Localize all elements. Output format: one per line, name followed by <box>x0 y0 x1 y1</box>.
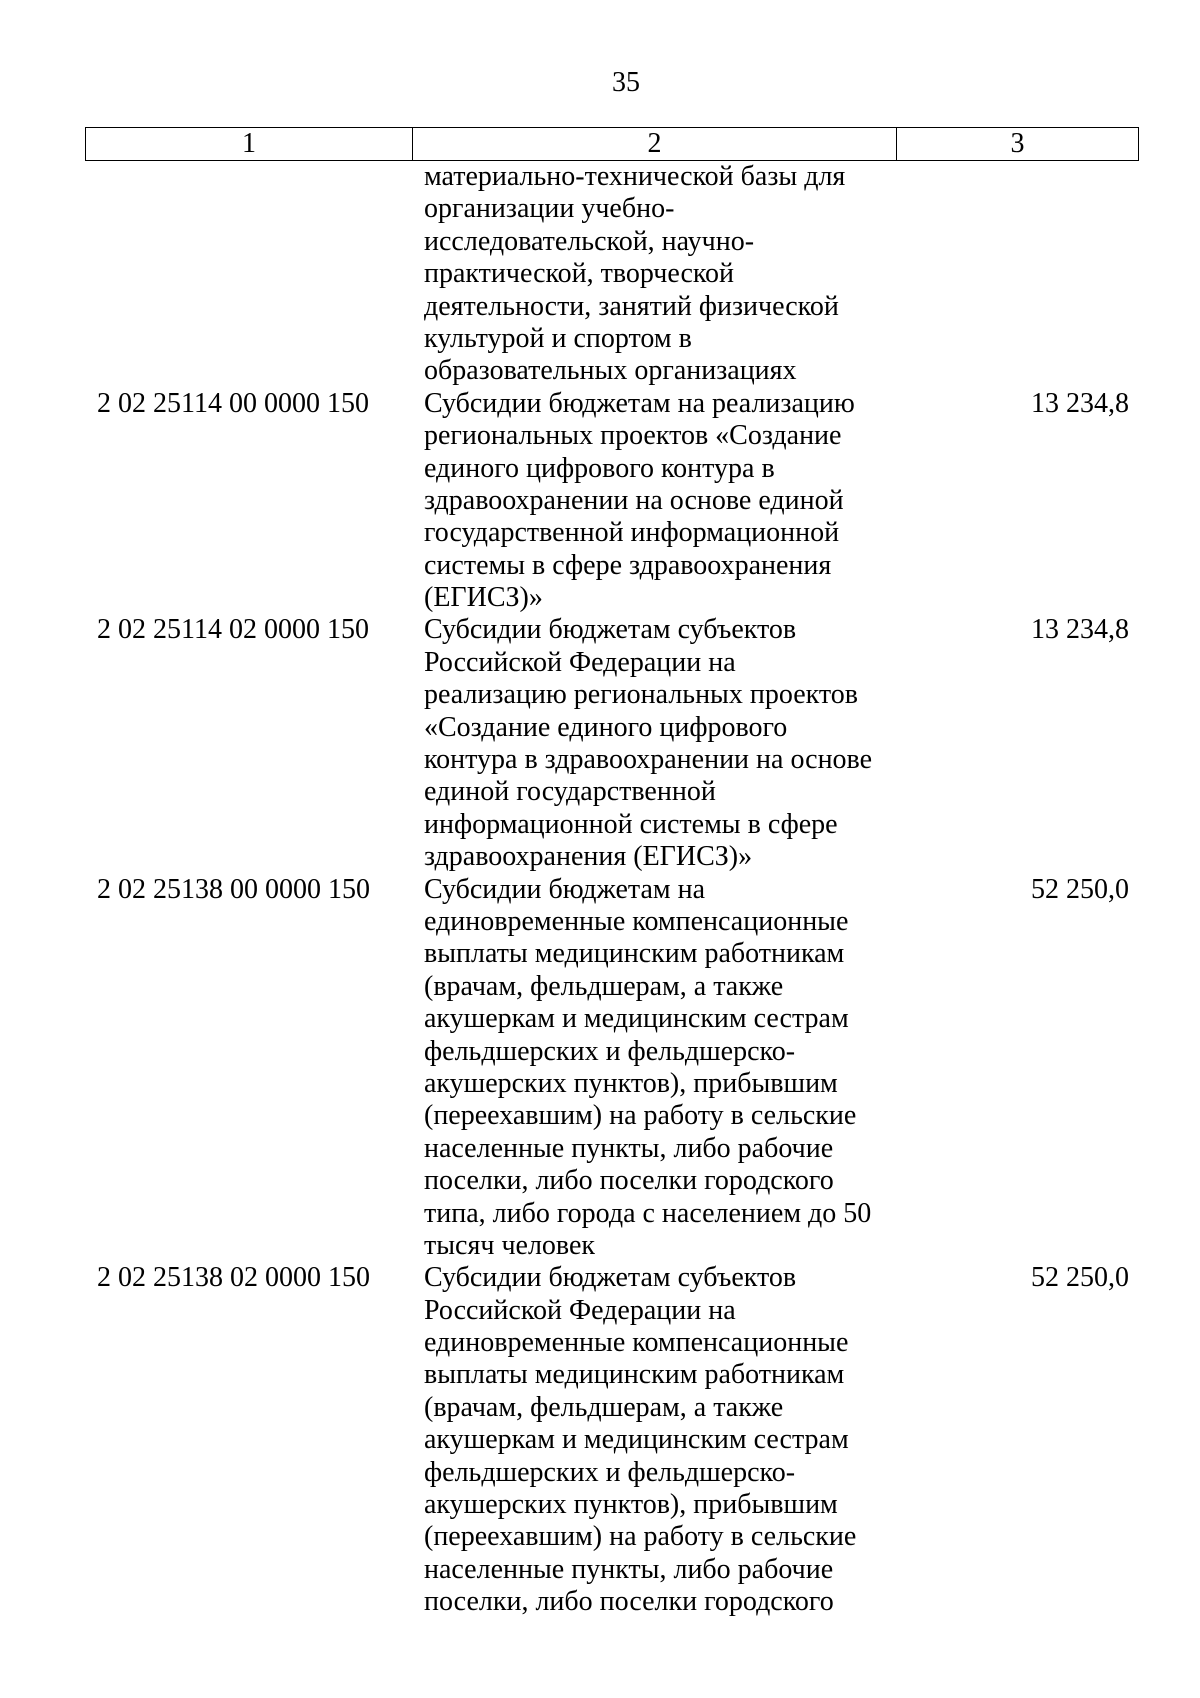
table-row <box>85 874 1139 1263</box>
description-line: «Создание единого цифрового <box>424 711 788 743</box>
description-line: акушеркам и медицинским сестрам <box>424 1424 849 1456</box>
description-line: культурой и спортом в <box>424 322 692 354</box>
description-line: информационной системы в сфере <box>424 808 838 840</box>
budget-code: 2 02 25114 02 0000 150 <box>97 614 369 646</box>
amount-cell <box>897 1262 1139 1618</box>
description-line: выплаты медицинским работникам <box>424 1359 845 1391</box>
column-header-3: 3 <box>1010 128 1025 159</box>
code-cell <box>85 874 413 1263</box>
table-row <box>85 161 1139 388</box>
description-line: практической, творческой <box>424 258 735 290</box>
amount-cell <box>897 614 1139 873</box>
description-line: единой государственной <box>424 776 716 808</box>
amount: 52 250,0 <box>1031 1262 1129 1294</box>
description-line: (врачам, фельдшерам, а также <box>424 970 784 1002</box>
description-line: Субсидии бюджетам субъектов <box>424 1262 797 1294</box>
description-line: Субсидии бюджетам субъектов <box>424 614 797 646</box>
description-line: населенные пункты, либо рабочие <box>424 1553 834 1585</box>
description-line: поселки, либо поселки городского <box>424 1586 834 1618</box>
description-line: реализацию региональных проектов <box>424 679 858 711</box>
amount-cell <box>897 161 1139 388</box>
description-cell <box>413 388 897 615</box>
description-line: организации учебно- <box>424 193 675 225</box>
description-line: единовременные компенсационные <box>424 1327 849 1359</box>
code-cell <box>85 1262 413 1618</box>
description-cell <box>413 1262 897 1618</box>
table-body <box>85 161 1139 1619</box>
description-cell <box>413 614 897 873</box>
description-line: (ЕГИСЗ)» <box>424 582 543 614</box>
description-line: региональных проектов «Создание <box>424 420 842 452</box>
budget-table <box>85 127 1139 1619</box>
amount-cell <box>897 874 1139 1263</box>
code-cell <box>85 388 413 615</box>
description-line: здравоохранения (ЕГИСЗ)» <box>424 841 753 873</box>
amount-cell <box>897 388 1139 615</box>
description-line: системы в сфере здравоохранения <box>424 549 832 581</box>
description-line: поселки, либо поселки городского <box>424 1165 834 1197</box>
description-line: исследовательской, научно- <box>424 225 755 257</box>
description-line: государственной информационной <box>424 517 840 549</box>
column-header-1: 1 <box>86 128 413 160</box>
table-row <box>85 388 1139 615</box>
description-line: акушерских пунктов), прибывшим <box>424 1489 838 1521</box>
description-line: (переехавшим) на работу в сельские <box>424 1521 857 1553</box>
page-number: 35 <box>612 67 640 98</box>
code-cell <box>85 614 413 873</box>
description-line: фельдшерских и фельдшерско- <box>424 1456 796 1488</box>
budget-code: 2 02 25138 00 0000 150 <box>97 873 370 905</box>
column-header-2: 2 <box>413 128 897 160</box>
table-row <box>85 614 1139 873</box>
code-cell <box>85 161 413 388</box>
amount: 13 234,8 <box>1031 614 1129 646</box>
amount: 52 250,0 <box>1031 873 1129 905</box>
description-line: населенные пункты, либо рабочие <box>424 1132 834 1164</box>
description-line: контура в здравоохранении на основе <box>424 744 873 776</box>
description-line: деятельности, занятий физической <box>424 290 839 322</box>
description-line: здравоохранении на основе единой <box>424 484 844 516</box>
description-line: Российской Федерации на <box>424 1294 736 1326</box>
table-row <box>85 1262 1139 1618</box>
amount: 13 234,8 <box>1031 387 1129 419</box>
description-line: образовательных организациях <box>424 355 797 387</box>
description-line: типа, либо города с населением до 50 <box>424 1197 872 1229</box>
description-line: акушеркам и медицинским сестрам <box>424 1003 849 1035</box>
description-cell <box>413 161 897 388</box>
description-line: Российской Федерации на <box>424 646 736 678</box>
description-line: (переехавшим) на работу в сельские <box>424 1100 857 1132</box>
table-header-row <box>85 127 1139 161</box>
description-line: фельдшерских и фельдшерско- <box>424 1035 796 1067</box>
description-line: выплаты медицинским работникам <box>424 938 845 970</box>
budget-code: 2 02 25138 02 0000 150 <box>97 1262 370 1294</box>
description-line: тысяч человек <box>424 1229 596 1261</box>
description-line: Субсидии бюджетам на <box>424 873 706 905</box>
description-line: материально-технической базы для <box>424 161 846 192</box>
description-line: единого цифрового контура в <box>424 452 775 484</box>
description-line: акушерских пунктов), прибывшим <box>424 1067 838 1099</box>
description-line: единовременные компенсационные <box>424 905 849 937</box>
description-line: Субсидии бюджетам на реализацию <box>424 387 855 419</box>
budget-code: 2 02 25114 00 0000 150 <box>97 387 369 419</box>
description-cell <box>413 874 897 1263</box>
description-line: (врачам, фельдшерам, а также <box>424 1391 784 1423</box>
